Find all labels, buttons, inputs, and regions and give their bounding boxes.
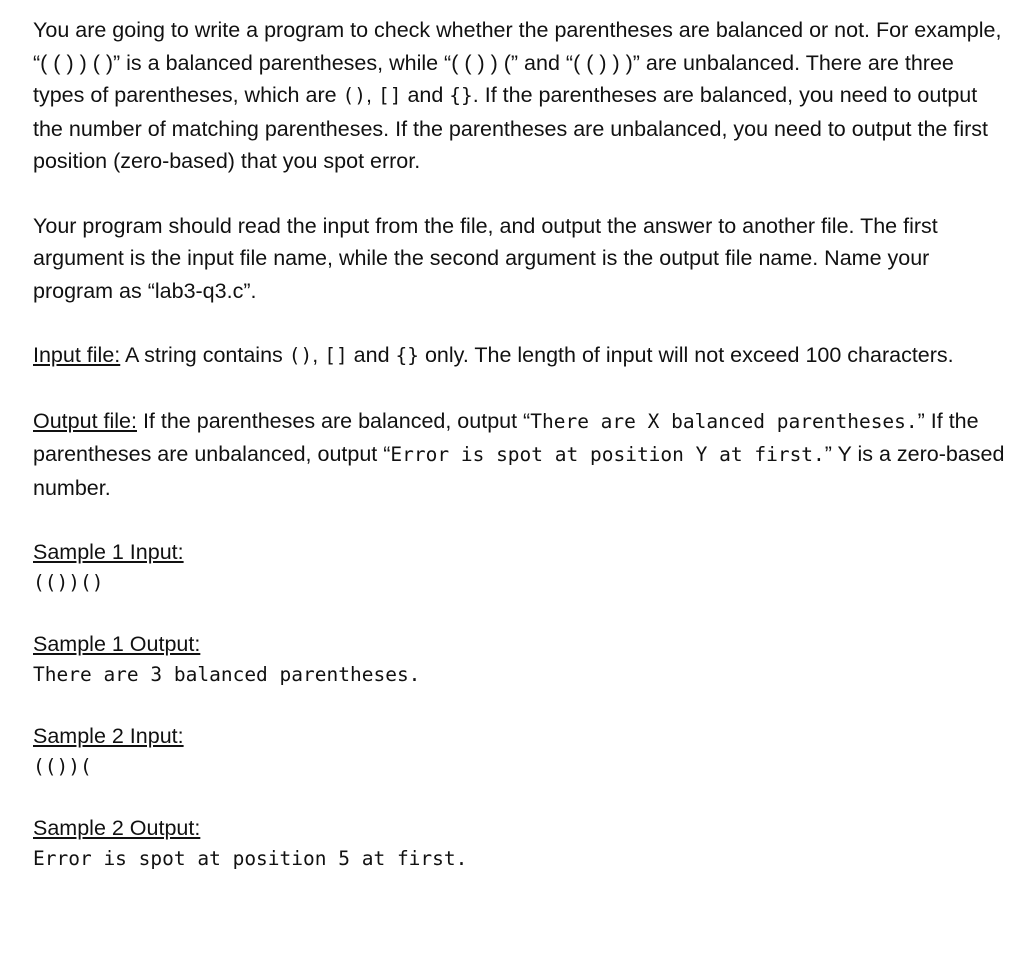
round-parens: ()	[288, 344, 313, 367]
and-word: and	[347, 343, 396, 367]
sample-value: (())()	[33, 571, 104, 594]
unbalanced-example-1: ( ( ) ) (	[451, 50, 511, 75]
round-parens: ()	[342, 84, 367, 107]
sample-value: Error is spot at position 5 at first.	[33, 847, 468, 870]
and-word: and	[401, 83, 450, 107]
input-file-label: Input file:	[33, 343, 121, 367]
sample-value: (())(	[33, 755, 92, 778]
balanced-output-format: There are X balanced parentheses.	[530, 409, 918, 433]
sample-heading: Sample 2 Input:	[33, 724, 184, 748]
output-file-text-1: If the parentheses are balanced, output “	[136, 408, 531, 433]
balanced-example: ( ( ) ) ( )	[40, 50, 113, 75]
comma-separator: ,	[366, 83, 378, 107]
intro-text-1: You are going to write a program to check whether the parentheses are balanced or not. For example, “	[33, 18, 1002, 75]
square-parens: []	[324, 344, 348, 367]
document-page	[33, 14, 1008, 874]
output-file-text-3: ” Y is a zero-based number.	[33, 442, 1005, 500]
intro-text-2: ” is a balanced parentheses, while “	[113, 50, 452, 75]
intro-text-3: ” and “	[510, 50, 574, 75]
sample-heading: Sample 2 Output:	[33, 816, 201, 840]
input-file-paragraph	[33, 339, 1008, 373]
output-file-paragraph	[33, 405, 1008, 505]
program-paragraph: Your program should read the input from the file, and output the answer to another file. The first argument is the input file name, while the second argument is the output file name. Name your program as “lab3-q3.c”.	[33, 213, 938, 303]
output-file-text-2: ” If the parentheses are unbalanced, output “	[33, 408, 979, 466]
input-file-text-2: only. The length of input will not exceed 100 characters.	[419, 343, 954, 367]
error-output-format: Error is spot at position Y at first.	[390, 443, 825, 466]
sample-value: There are 3 balanced parentheses.	[33, 663, 421, 686]
sample-1-output	[33, 628, 1008, 690]
sample-heading: Sample 1 Input:	[33, 540, 184, 564]
unbalanced-example-2: ( ( ) ) )	[573, 50, 633, 75]
comma-separator: ,	[312, 343, 325, 367]
input-file-text-1: A string contains	[120, 343, 289, 367]
intro-text-4: ” are unbalanced. There are three types of parentheses, which are	[33, 50, 954, 107]
square-parens: []	[377, 84, 402, 107]
sample-1-input	[33, 536, 1008, 598]
output-file-label: Output file:	[33, 408, 137, 433]
sample-heading: Sample 1 Output:	[33, 632, 201, 656]
sample-2-output	[33, 812, 1008, 874]
curly-parens: {}	[449, 84, 473, 107]
curly-parens: {}	[395, 344, 419, 367]
sample-2-input	[33, 720, 1008, 782]
intro-text-5: . If the parentheses are balanced, you need to output the number of matching parentheses. If the parentheses are unbalanced, you need to output the first position (zero-based) that you spot error.	[33, 83, 988, 173]
intro-paragraph	[33, 14, 1008, 178]
